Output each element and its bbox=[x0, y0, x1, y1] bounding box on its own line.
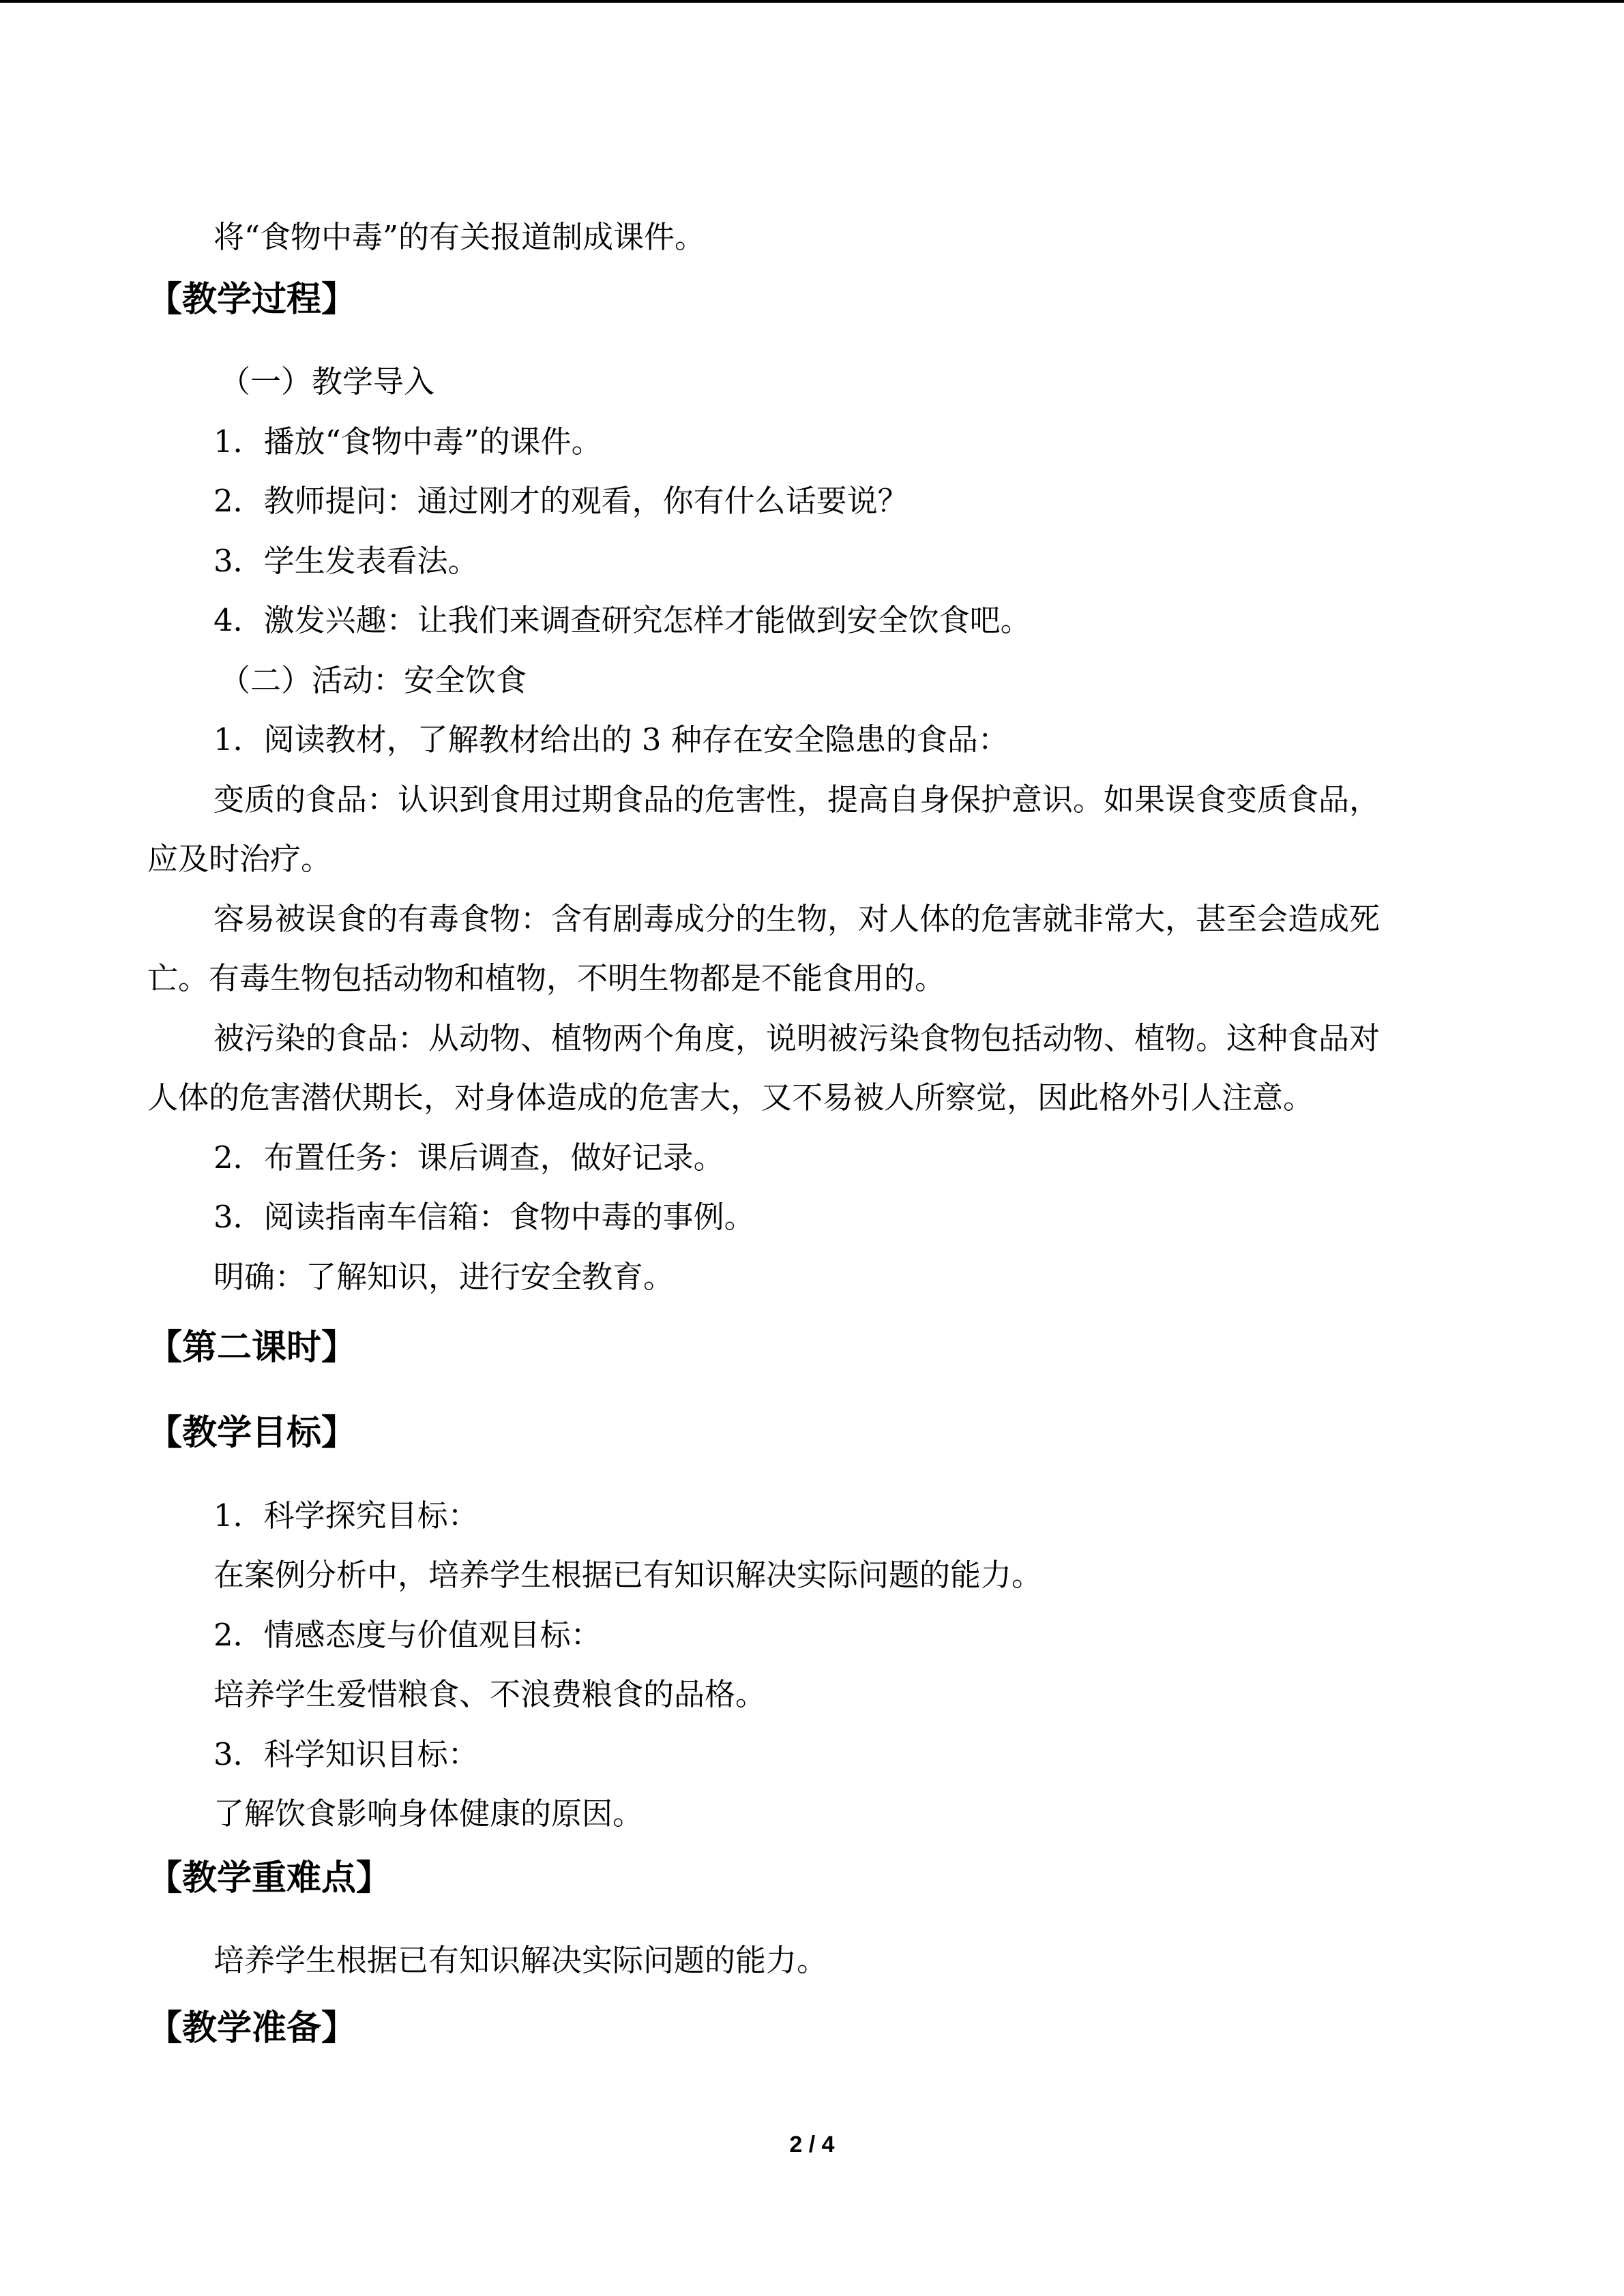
section-heading-second-lesson: 【第二课时】 bbox=[147, 1328, 357, 1368]
section-heading-preparation: 【教学准备】 bbox=[147, 2008, 357, 2048]
list-item: 2．布置任务：课后调查，做好记录。 bbox=[213, 1139, 724, 1176]
list-item: 3．阅读指南车信箱：食物中毒的事例。 bbox=[213, 1199, 755, 1235]
body-paragraph: 在案例分析中，培养学生根据已有知识解决实际问题的能力。 bbox=[213, 1557, 1043, 1593]
subsection-heading: （二）活动：安全饮食 bbox=[220, 662, 527, 698]
body-paragraph: 明确：了解知识，进行安全教育。 bbox=[213, 1259, 675, 1295]
body-paragraph: 将“食物中毒”的有关报道制成课件。 bbox=[213, 219, 706, 255]
section-heading-key-points: 【教学重难点】 bbox=[147, 1858, 392, 1898]
list-item: 3．科学知识目标： bbox=[213, 1736, 479, 1772]
section-heading-process: 【教学过程】 bbox=[147, 280, 357, 320]
body-paragraph: 培养学生根据已有知识解决实际问题的能力。 bbox=[213, 1942, 828, 1978]
list-item: 1．阅读教材，了解教材给出的 3 种存在安全隐患的食品： bbox=[213, 721, 1009, 758]
list-item: 4．激发兴趣：让我们来调查研究怎样才能做到安全饮食吧。 bbox=[213, 602, 1031, 638]
body-paragraph-continued: 应及时治疗。 bbox=[147, 841, 332, 877]
list-item: 2．教师提问：通过刚才的观看，你有什么话要说？ bbox=[213, 483, 909, 519]
section-heading-objectives: 【教学目标】 bbox=[147, 1413, 357, 1453]
body-paragraph-continued: 亡。有毒生物包括动物和植物，不明生物都是不能食用的。 bbox=[147, 960, 946, 996]
body-paragraph-continued: 人体的危害潜伏期长，对身体造成的危害大，又不易被人所察觉，因此格外引人注意。 bbox=[147, 1079, 1314, 1116]
list-item: 1．科学探究目标： bbox=[213, 1497, 479, 1534]
page-number: 2 / 4 bbox=[789, 2132, 835, 2158]
list-item: 1．播放“食物中毒”的课件。 bbox=[213, 423, 602, 460]
body-paragraph: 容易被误食的有毒食物：含有剧毒成分的生物，对人体的危害就非常大，甚至会造成死 bbox=[213, 901, 1381, 937]
body-paragraph: 被污染的食品：从动物、植物两个角度，说明被污染食物包括动物、植物。这种食品对 bbox=[213, 1020, 1381, 1056]
list-item: 3．学生发表看法。 bbox=[213, 543, 479, 579]
subsection-heading: （一）教学导入 bbox=[220, 363, 435, 400]
body-paragraph: 了解饮食影响身体健康的原因。 bbox=[213, 1795, 644, 1832]
body-paragraph: 培养学生爱惜粮食、不浪费粮食的品格。 bbox=[213, 1676, 767, 1712]
list-item: 2．情感态度与价值观目标： bbox=[213, 1617, 602, 1653]
page-top-border bbox=[0, 0, 1624, 3]
body-paragraph: 变质的食品：认识到食用过期食品的危害性，提高自身保护意识。如果误食变质食品， bbox=[213, 781, 1381, 818]
